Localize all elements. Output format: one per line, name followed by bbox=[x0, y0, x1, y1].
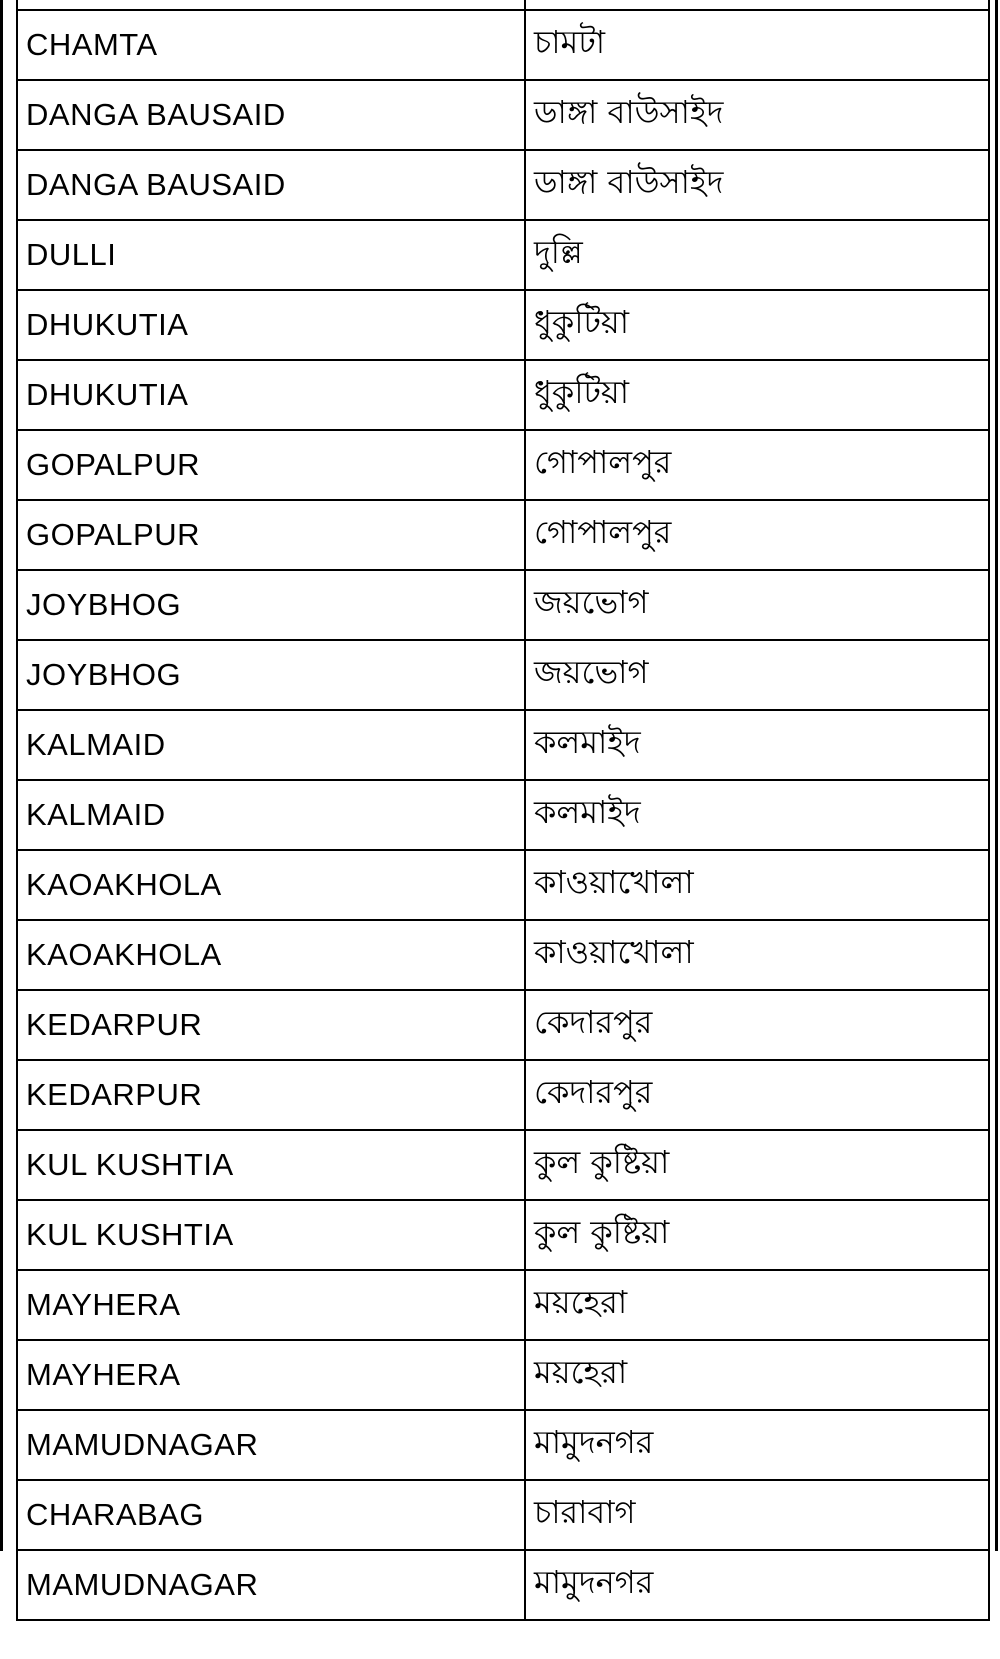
table-row bbox=[17, 1410, 989, 1480]
english-name-cell: MAYHERA bbox=[17, 1340, 525, 1410]
bengali-name-cell: কেদারপুর bbox=[525, 1060, 989, 1130]
table-row bbox=[17, 1200, 989, 1270]
english-name-cell: JOYBHOG bbox=[17, 640, 525, 710]
table-row bbox=[17, 780, 989, 850]
bengali-name-cell: গোপালপুর bbox=[525, 430, 989, 500]
bengali-name-cell: কলমাইদ bbox=[525, 710, 989, 780]
english-name-cell: JOYBHOG bbox=[17, 570, 525, 640]
table-row bbox=[17, 360, 989, 430]
english-name-cell: KAOAKHOLA bbox=[17, 850, 525, 920]
table-row bbox=[17, 1340, 989, 1410]
table-body bbox=[17, 0, 989, 1620]
bengali-name-cell: কুল কুষ্টিয়া bbox=[525, 1200, 989, 1270]
english-name-cell: DANGA BAUSAID bbox=[17, 150, 525, 220]
table-row bbox=[17, 150, 989, 220]
bengali-name-cell: কুল কুষ্টিয়া bbox=[525, 1130, 989, 1200]
bengali-name-cell: ধুকুটিয়া bbox=[525, 290, 989, 360]
table-row bbox=[17, 850, 989, 920]
table-row bbox=[17, 1550, 989, 1620]
table-row bbox=[17, 1130, 989, 1200]
english-name-cell: KEDARPUR bbox=[17, 990, 525, 1060]
bengali-name-cell: গোপালপুর bbox=[525, 500, 989, 570]
bengali-name-cell: জয়ভোগ bbox=[525, 570, 989, 640]
english-name-cell: DHUKUTIA bbox=[17, 290, 525, 360]
english-name-cell: CHAMTA bbox=[17, 10, 525, 80]
english-name-cell: DANGA BAUSAID bbox=[17, 80, 525, 150]
english-name-cell: MAMUDNAGAR bbox=[17, 1410, 525, 1480]
english-name-cell: MAMUDNAGAR bbox=[17, 1550, 525, 1620]
table-row-partial bbox=[17, 0, 989, 10]
english-name-cell: DHUKUTIA bbox=[17, 360, 525, 430]
bengali-name-cell: চামটা bbox=[525, 10, 989, 80]
bengali-name-cell: মামুদনগর bbox=[525, 1550, 989, 1620]
village-name-table bbox=[16, 0, 990, 1621]
bengali-name-cell: কলমাইদ bbox=[525, 780, 989, 850]
table-row bbox=[17, 570, 989, 640]
bengali-name-cell: ডাঙ্গা বাউসাইদ bbox=[525, 80, 989, 150]
left-border-line bbox=[0, 0, 3, 1551]
bengali-name-cell: জয়ভোগ bbox=[525, 640, 989, 710]
bengali-name-cell: ময়হেরা bbox=[525, 1340, 989, 1410]
table-row bbox=[17, 290, 989, 360]
english-name-cell: KUL KUSHTIA bbox=[17, 1200, 525, 1270]
english-name-cell: KALMAID bbox=[17, 780, 525, 850]
table-row bbox=[17, 920, 989, 990]
bengali-name-cell: কাওয়াখোলা bbox=[525, 850, 989, 920]
village-name-table-container bbox=[16, 0, 988, 1621]
english-name-cell: KEDARPUR bbox=[17, 1060, 525, 1130]
english-name-cell: MAYHERA bbox=[17, 1270, 525, 1340]
english-name-cell: KUL KUSHTIA bbox=[17, 1130, 525, 1200]
table-row bbox=[17, 80, 989, 150]
right-border-line bbox=[995, 0, 998, 1551]
english-name-cell: CHARABAG bbox=[17, 1480, 525, 1550]
table-row bbox=[17, 990, 989, 1060]
table-row bbox=[17, 640, 989, 710]
english-name-cell: KALMAID bbox=[17, 710, 525, 780]
bengali-name-cell: ডাঙ্গা বাউসাইদ bbox=[525, 150, 989, 220]
table-row bbox=[17, 220, 989, 290]
table-cell-partial bbox=[525, 0, 989, 10]
bengali-name-cell: কেদারপুর bbox=[525, 990, 989, 1060]
table-row bbox=[17, 500, 989, 570]
english-name-cell: DULLI bbox=[17, 220, 525, 290]
bengali-name-cell: দুল্লি bbox=[525, 220, 989, 290]
bengali-name-cell: মামুদনগর bbox=[525, 1410, 989, 1480]
table-row bbox=[17, 10, 989, 80]
table-row bbox=[17, 430, 989, 500]
english-name-cell: KAOAKHOLA bbox=[17, 920, 525, 990]
bengali-name-cell: কাওয়াখোলা bbox=[525, 920, 989, 990]
bengali-name-cell: ধুকুটিয়া bbox=[525, 360, 989, 430]
table-row bbox=[17, 1480, 989, 1550]
bengali-name-cell: ময়হেরা bbox=[525, 1270, 989, 1340]
english-name-cell: GOPALPUR bbox=[17, 500, 525, 570]
bengali-name-cell: চারাবাগ bbox=[525, 1480, 989, 1550]
english-name-cell: GOPALPUR bbox=[17, 430, 525, 500]
table-row bbox=[17, 1270, 989, 1340]
table-cell-partial bbox=[17, 0, 525, 10]
table-row bbox=[17, 710, 989, 780]
table-row bbox=[17, 1060, 989, 1130]
